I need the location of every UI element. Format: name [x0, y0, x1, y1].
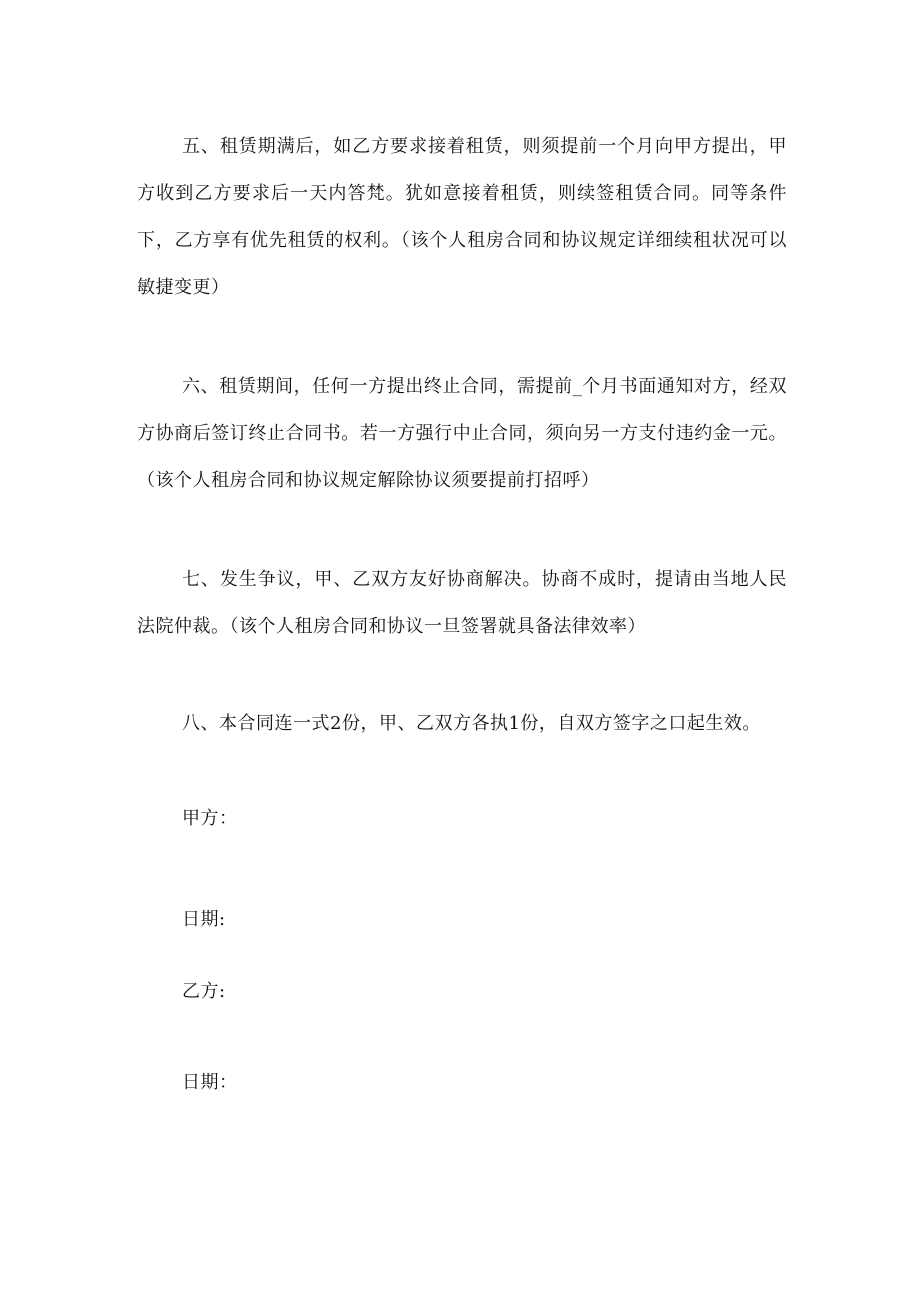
party-b-date-label: 日期： [182, 1072, 238, 1093]
clause-5: 五、租赁期满后，如乙方要求接着租赁，则须提前一个月向甲方提出，甲方收到乙方要求后一天内答梵。犹如意接着租赁，则续签租赁合同。同等条件下，乙方享有优先租赁的权利。（该个人租房合同和协议规定详细续租状况可以敏捷变更） [137, 136, 787, 298]
party-a-signature-label: 甲方： [182, 808, 238, 829]
clause-8: 八、本合同连一式2份，甲、乙双方各执1份，自双方签字之口起生效。 [182, 713, 761, 734]
party-a-date-label: 日期: [182, 909, 226, 930]
clause-7: 七、发生争议，甲、乙双方友好协商解决。协商不成时，提请由当地人民法院仲裁。（该个人租房合同和协议一旦签署就具备法律效率） [137, 569, 787, 637]
party-b-signature-label: 乙方: [182, 981, 226, 1002]
clause-6: 六、租赁期间，任何一方提出终止合同，需提前_个月书面通知对方，经双方协商后签订终止合同书。若一方强行中止合同，须向另一方支付违约金一元。（该个人租房合同和协议规定解除协议须要提前打招呼） [137, 376, 787, 491]
